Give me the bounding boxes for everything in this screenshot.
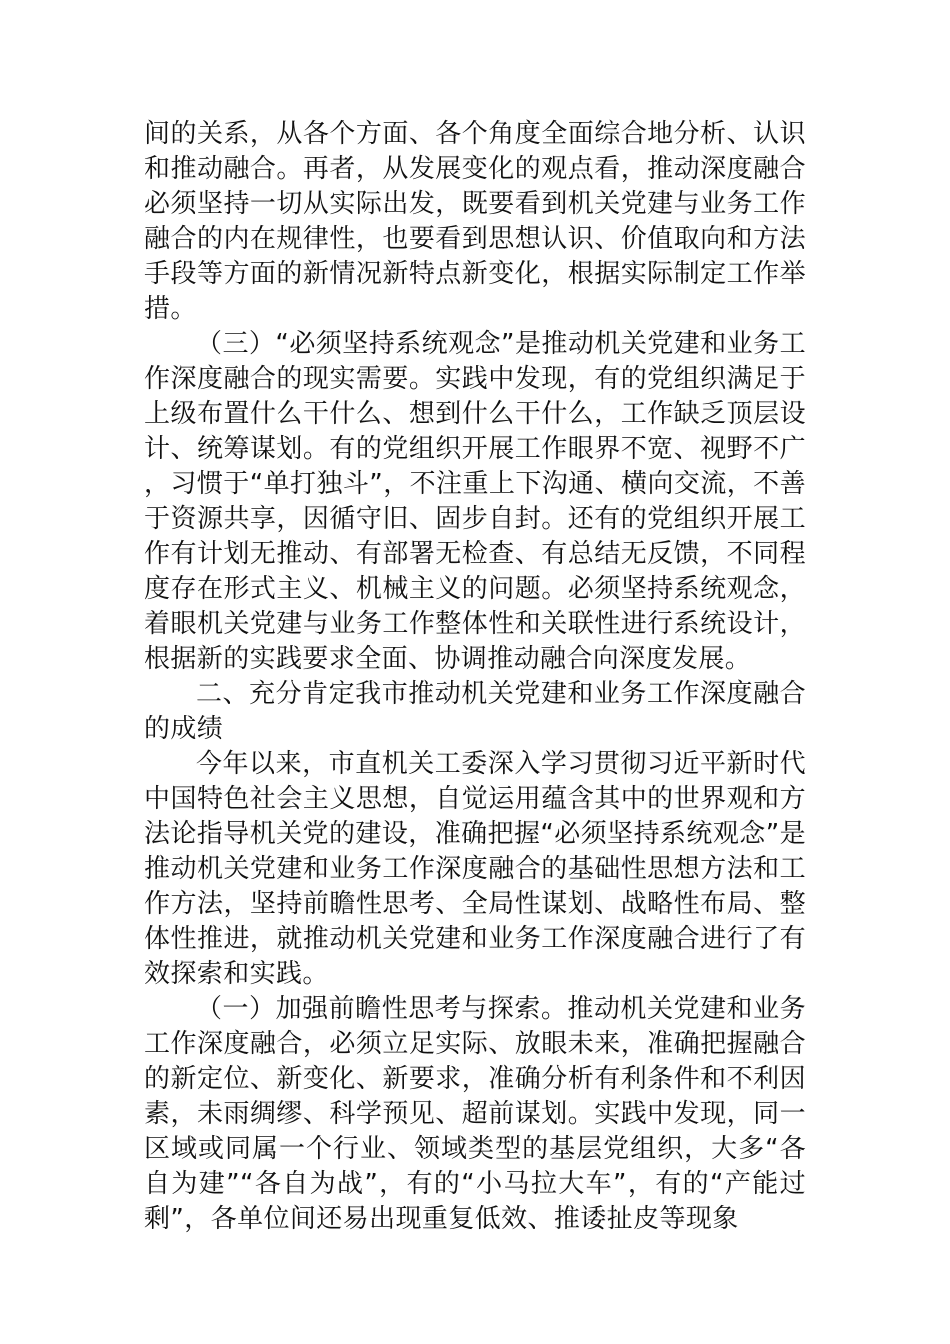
paragraph-section-three: （三）“必须坚持系统观念”是推动机关党建和业务工作深度融合的现实需要。实践中发现，有的党组织满足于上级布置什么干什么、想到什么干什么，工作缺乏顶层设计、统筹谋划。有的党组织开展工作眼界不宽、视野不广，习惯于“单打独斗”，不注重上下沟通、横向交流，不善于资源共享，因循守旧、固步自封。还有的党组织开展工作有计划无推动、有部署无检查、有总结无反馈，不同程度存在形式主义、机械主义的问题。必须坚持系统观念，着眼机关党建与业务工作整体性和关联性进行系统设计，根据新的实践要求全面、协调推动融合向深度发展。 bbox=[144, 329, 806, 674]
paragraph-subsection-one: （一）加强前瞻性思考与探索。推动机关党建和业务工作深度融合，必须立足实际、放眼未来，准确把握融合的新定位、新变化、新要求，准确分析有利条件和不利因素，未雨绸缪、科学预见、超前谋划。实践中发现，同一区域或同属一个行业、领域类型的基层党组织，大多“各自为建”“各自为战”，有的“小马拉大车”，有的“产能过剩”，各单位间还易出现重复低效、推诿扯皮等现象 bbox=[144, 994, 806, 1234]
paragraph-continuation: 间的关系，从各个方面、各个角度全面综合地分析、认识和推动融合。再者，从发展变化的观点看，推动深度融合必须坚持一切从实际出发，既要看到机关党建与业务工作融合的内在规律性，也要看到思想认识、价值取向和方法手段等方面的新情况新特点新变化，根据实际制定工作举措。 bbox=[144, 119, 806, 324]
section-heading-two: 二、充分肯定我市推动机关党建和业务工作深度融合的成绩 bbox=[144, 679, 806, 744]
document-body bbox=[144, 117, 806, 1237]
paragraph-achievements: 今年以来，市直机关工委深入学习贯彻习近平新时代中国特色社会主义思想，自觉运用蕴含其中的世界观和方法论指导机关党的建设，准确把握“必须坚持系统观念”是推动机关党建和业务工作深度融合的基础性思想方法和工作方法，坚持前瞻性思考、全局性谋划、战略性布局、整体性推进，就推动机关党建和业务工作深度融合进行了有效探索和实践。 bbox=[144, 749, 806, 989]
